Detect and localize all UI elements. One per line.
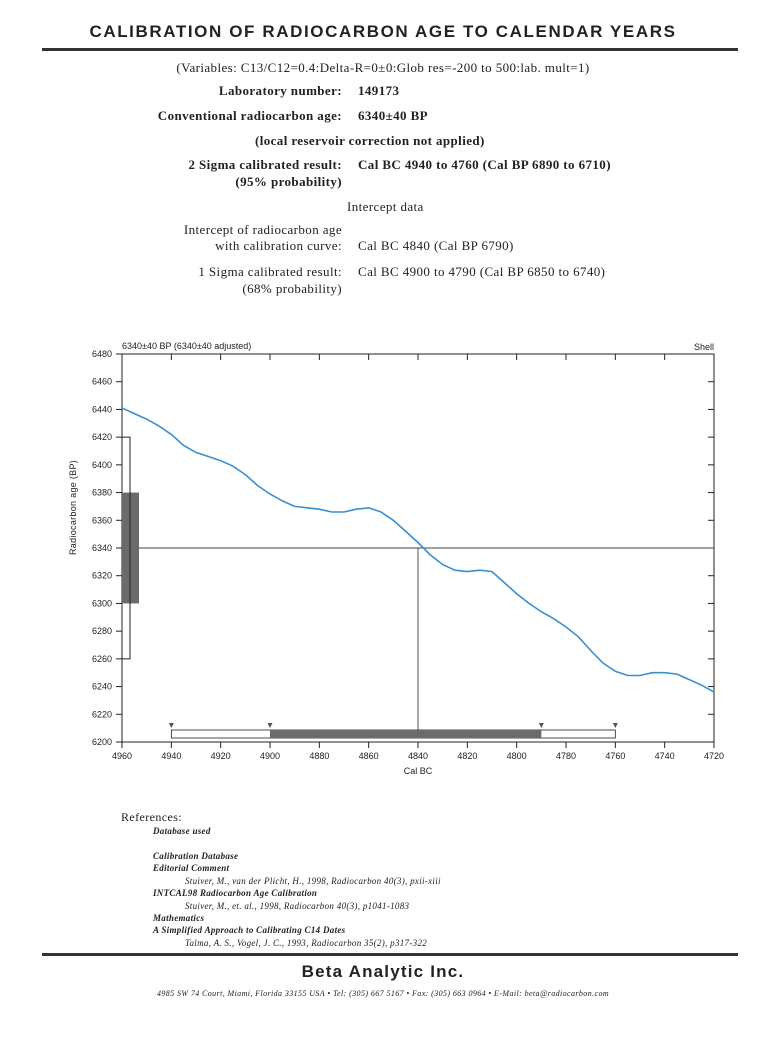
range-marker [613, 723, 618, 728]
y-tick-label: 6360 [91, 515, 112, 526]
company-name: Beta Analytic Inc. [301, 962, 465, 981]
references-heading: References: [121, 810, 183, 824]
y-tick-label: 6420 [91, 432, 112, 443]
x-axis-label: Cal BC [403, 766, 433, 775]
conventional-age-label: Conventional radiocarbon age: [157, 108, 342, 123]
footer-rule [42, 953, 738, 956]
x-tick-label: 4860 [358, 751, 379, 761]
sigma1-value: Cal BC 4900 to 4790 (Cal BP 6850 to 6740) [358, 264, 606, 279]
y-tick-label: 6380 [91, 487, 112, 498]
intercept-heading: Intercept data [347, 199, 424, 214]
x-tick-label: 4900 [259, 751, 281, 761]
ref-editorial-cite: Stuiver, M., van der Plicht, H., 1998, Radiocarbon 40(3), pxii-xiii [185, 876, 441, 886]
range-marker [539, 723, 544, 728]
sigma1-range-bar [270, 730, 541, 738]
company-address: 4985 SW 74 Court, Miami, Florida 33155 USA • Tel: (305) 667 5167 • Fax: (305) 663 0964 • E-Mail: beta@radiocarbon.com [156, 989, 610, 998]
x-tick-label: 4880 [309, 751, 330, 761]
x-tick-label: 4940 [161, 751, 182, 761]
ref-editorial-comment: Editorial Comment [153, 863, 230, 873]
range-marker [169, 723, 174, 728]
y-tick-label: 6320 [91, 570, 112, 581]
sigma1-probability: (68% probability) [242, 281, 342, 296]
sigma2-label: 2 Sigma calibrated result: [188, 157, 342, 172]
x-tick-label: 4800 [506, 751, 527, 761]
variables-line: (Variables: C13/C12=0.4:Delta-R=0±0:Glob res=-200 to 500:lab. mult=1) [176, 60, 590, 75]
reservoir-note: (local reservoir correction not applied) [255, 133, 485, 148]
x-tick-label: 4820 [457, 751, 478, 761]
ref-intcal-title: INTCAL98 Radiocarbon Age Calibration [153, 888, 318, 898]
intercept-value: Cal BC 4840 (Cal BP 6790) [358, 238, 514, 253]
x-tick-label: 4920 [210, 751, 231, 761]
ref-approach-cite: Talma, A. S., Vogel, J. C., 1993, Radiocarbon 35(2), p317-322 [185, 938, 428, 948]
ref-approach-title: A Simplified Approach to Calibrating C14 Dates [153, 925, 346, 935]
conventional-age-value: 6340±40 BP [358, 108, 428, 123]
x-tick-label: 4780 [555, 751, 577, 761]
y-tick-label: 6480 [91, 349, 112, 359]
intercept-label-2: with calibration curve: [215, 238, 342, 253]
intercept-label-1: Intercept of radiocarbon age [183, 222, 342, 237]
calibration-chart [0, 335, 766, 775]
x-tick-label: 4760 [605, 751, 626, 761]
y-tick-label: 6200 [91, 737, 112, 747]
y-tick-label: 6280 [91, 626, 112, 637]
y-tick-label: 6220 [91, 709, 112, 720]
lab-number-value: 149173 [358, 83, 400, 98]
x-tick-label: 4740 [654, 751, 675, 761]
y-tick-label: 6300 [91, 598, 112, 609]
chart-material: Shell [693, 342, 714, 352]
x-tick-label: 4960 [111, 751, 133, 761]
y-tick-label: 6400 [91, 459, 112, 470]
y-tick-label: 6260 [91, 653, 112, 664]
title-rule [42, 48, 738, 51]
ref-intcal-cite: Stuiver, M., et. al., 1998, Radiocarbon 40(3), p1041-1083 [185, 901, 410, 911]
ref-calibration-database: Calibration Database [153, 851, 239, 861]
y-tick-label: 6240 [91, 681, 112, 692]
ref-database-used: Database used [153, 826, 211, 836]
sigma1-label: 1 Sigma calibrated result: [198, 264, 342, 279]
y-tick-label: 6440 [91, 404, 112, 415]
lab-number-label: Laboratory number: [218, 83, 342, 98]
x-tick-label: 4720 [703, 751, 725, 761]
y-tick-label: 6460 [91, 376, 112, 387]
sigma2-value: Cal BC 4940 to 4760 (Cal BP 6890 to 6710) [358, 157, 611, 172]
x-tick-label: 4840 [407, 751, 429, 761]
page-title: CALIBRATION OF RADIOCARBON AGE TO CALENDAR YEARS [89, 22, 677, 41]
range-marker [268, 723, 273, 728]
chart-title: 6340±40 BP (6340±40 adjusted) [122, 341, 252, 351]
y-axis-title: Radiocarbon age (BP) [68, 459, 78, 555]
y-tick-label: 6340 [91, 543, 112, 553]
ref-mathematics: Mathematics [153, 913, 205, 923]
sigma2-probability: (95% probability) [235, 174, 342, 189]
